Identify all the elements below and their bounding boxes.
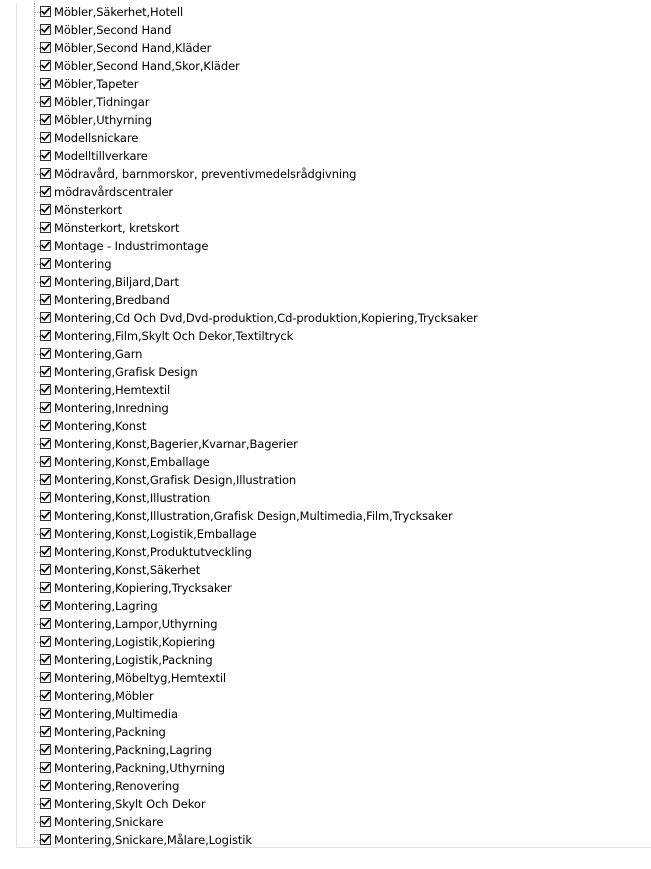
item-label: Montering,Grafisk Design: [54, 365, 198, 379]
item-checkbox[interactable]: [40, 78, 51, 89]
checkmark-icon: [41, 313, 50, 322]
item-label: Montering,Konst,Produktutveckling: [54, 545, 252, 559]
item-checkbox[interactable]: [40, 6, 51, 17]
item-checkbox[interactable]: [40, 204, 51, 215]
item-label: Mönsterkort: [54, 203, 122, 217]
item-checkbox[interactable]: [40, 222, 51, 233]
item-checkbox[interactable]: [40, 384, 51, 395]
item-checkbox[interactable]: [40, 528, 51, 539]
item-label: Montering,Möbler: [54, 689, 154, 703]
item-checkbox[interactable]: [40, 186, 51, 197]
item-checkbox[interactable]: [40, 258, 51, 269]
checkmark-icon: [41, 7, 50, 16]
item-label: Montering,Garn: [54, 347, 143, 361]
checkmark-icon: [41, 25, 50, 34]
checkmark-icon: [41, 727, 50, 736]
item-label: Montering,Multimedia: [54, 707, 178, 721]
item-checkbox[interactable]: [40, 780, 51, 791]
item-label: Modelltillverkare: [54, 149, 148, 163]
item-label: Möbler,Second Hand,Kläder: [54, 41, 212, 55]
item-checkbox[interactable]: [40, 132, 51, 143]
item-label: Montering,Konst,Logistik,Emballage: [54, 527, 257, 541]
item-checkbox[interactable]: [40, 312, 51, 323]
item-label: Montering,Konst,Grafisk Design,Illustration: [54, 473, 297, 487]
item-label: Montering,Konst,Illustration,Grafisk Design,Multimedia,Film,Trycksaker: [54, 509, 453, 523]
item-checkbox[interactable]: [40, 564, 51, 575]
item-checkbox[interactable]: [40, 510, 51, 521]
item-label: Mönsterkort, kretskort: [54, 221, 180, 235]
item-checkbox[interactable]: [40, 150, 51, 161]
checkmark-icon: [41, 457, 50, 466]
item-checkbox[interactable]: [40, 24, 51, 35]
item-label: Modellsnickare: [54, 131, 139, 145]
checkmark-icon: [41, 637, 50, 646]
item-label: Montering,Konst,Emballage: [54, 455, 210, 469]
checkmark-icon: [41, 241, 50, 250]
item-label: Montering,Snickare,Målare,Logistik: [54, 833, 252, 847]
item-checkbox[interactable]: [40, 168, 51, 179]
item-label: Montering,Konst: [54, 419, 147, 433]
item-checkbox[interactable]: [40, 114, 51, 125]
checkmark-icon: [41, 493, 50, 502]
checkmark-icon: [41, 781, 50, 790]
item-label: Montering,Logistik,Packning: [54, 653, 213, 667]
item-label: Montage - Industrimontage: [54, 239, 209, 253]
checkmark-icon: [41, 61, 50, 70]
checkmark-icon: [41, 529, 50, 538]
checkmark-icon: [41, 295, 50, 304]
checkmark-icon: [41, 421, 50, 430]
item-checkbox[interactable]: [40, 654, 51, 665]
item-label: Montering,Konst,Illustration: [54, 491, 211, 505]
item-checkbox[interactable]: [40, 456, 51, 467]
item-checkbox[interactable]: [40, 618, 51, 629]
item-label: Möbler,Tidningar: [54, 95, 150, 109]
item-label: Montering,Snickare: [54, 815, 164, 829]
checkmark-icon: [41, 709, 50, 718]
item-checkbox[interactable]: [40, 636, 51, 647]
item-checkbox[interactable]: [40, 744, 51, 755]
item-label: Montering,Packning,Uthyrning: [54, 761, 225, 775]
item-label: Montering,Kopiering,Trycksaker: [54, 581, 232, 595]
item-label: Montering,Inredning: [54, 401, 169, 415]
checkmark-icon: [41, 187, 50, 196]
checkmark-icon: [41, 349, 50, 358]
item-label: Möbler,Säkerhet,Hotell: [54, 5, 184, 19]
item-checkbox[interactable]: [40, 276, 51, 287]
item-checkbox[interactable]: [40, 96, 51, 107]
checkmark-icon: [41, 385, 50, 394]
item-checkbox[interactable]: [40, 600, 51, 611]
checkmark-icon: [41, 133, 50, 142]
checkmark-icon: [41, 97, 50, 106]
item-label: Mödravård, barnmorskor, preventivmedelsrådgivning: [54, 167, 357, 181]
item-checkbox[interactable]: [40, 294, 51, 305]
item-checkbox[interactable]: [40, 240, 51, 251]
checkmark-icon: [41, 439, 50, 448]
checkmark-icon: [41, 277, 50, 286]
item-checkbox[interactable]: [40, 474, 51, 485]
item-checkbox[interactable]: [40, 492, 51, 503]
checkmark-icon: [41, 583, 50, 592]
checkmark-icon: [41, 619, 50, 628]
item-checkbox[interactable]: [40, 582, 51, 593]
item-label: Möbler,Second Hand: [54, 23, 172, 37]
item-checkbox[interactable]: [40, 762, 51, 773]
item-label: Möbler,Uthyrning: [54, 113, 152, 127]
item-checkbox[interactable]: [40, 402, 51, 413]
item-label: Montering,Cd Och Dvd,Dvd-produktion,Cd-produktion,Kopiering,Trycksaker: [54, 311, 478, 325]
item-label: Montering,Film,Skylt Och Dekor,Textiltryck: [54, 329, 294, 343]
checkmark-icon: [41, 205, 50, 214]
item-label: Montering,Konst,Bagerier,Kvarnar,Bagerier: [54, 437, 298, 451]
item-checkbox[interactable]: [40, 546, 51, 557]
checkmark-icon: [41, 115, 50, 124]
item-checkbox[interactable]: [40, 330, 51, 341]
item-label: Möbler,Tapeter: [54, 77, 139, 91]
item-label: Montering,Renovering: [54, 779, 180, 793]
item-checkbox[interactable]: [40, 708, 51, 719]
item-label: Montering: [54, 257, 112, 271]
item-checkbox[interactable]: [40, 690, 51, 701]
checkmark-icon: [41, 79, 50, 88]
item-label: Montering,Konst,Säkerhet: [54, 563, 201, 577]
checkmark-icon: [41, 151, 50, 160]
checkmark-icon: [41, 331, 50, 340]
checkmark-icon: [41, 601, 50, 610]
item-label: Montering,Möbeltyg,Hemtextil: [54, 671, 227, 685]
checkmark-icon: [41, 259, 50, 268]
item-label: Montering,Hemtextil: [54, 383, 171, 397]
item-label: Montering,Packning: [54, 725, 166, 739]
checkmark-icon: [41, 43, 50, 52]
item-label: Montering,Lampor,Uthyrning: [54, 617, 218, 631]
item-checkbox[interactable]: [40, 60, 51, 71]
checkmark-icon: [41, 799, 50, 808]
checkmark-icon: [41, 745, 50, 754]
item-label: Montering,Bredband: [54, 293, 170, 307]
checkmark-icon: [41, 817, 50, 826]
checkmark-icon: [41, 223, 50, 232]
item-checkbox[interactable]: [40, 672, 51, 683]
item-checkbox[interactable]: [40, 816, 51, 827]
checkmark-icon: [41, 547, 50, 556]
item-checkbox[interactable]: [40, 726, 51, 737]
item-checkbox[interactable]: [40, 834, 51, 845]
item-label: Montering,Packning,Lagring: [54, 743, 212, 757]
item-label: Montering,Logistik,Kopiering: [54, 635, 216, 649]
item-label: Montering,Lagring: [54, 599, 158, 613]
item-checkbox[interactable]: [40, 798, 51, 809]
checkmark-icon: [41, 835, 50, 844]
checkmark-icon: [41, 673, 50, 682]
item-checkbox[interactable]: [40, 438, 51, 449]
checkmark-icon: [41, 655, 50, 664]
item-checkbox[interactable]: [40, 42, 51, 53]
checkmark-icon: [41, 691, 50, 700]
tree-guide-line: [34, 3, 35, 843]
item-checkbox[interactable]: [40, 348, 51, 359]
item-checkbox[interactable]: [40, 420, 51, 431]
category-tree-panel: [16, 3, 651, 848]
item-label: Montering,Biljard,Dart: [54, 275, 179, 289]
item-label: mödravårdscentraler: [54, 185, 174, 199]
item-label: Montering,Skylt Och Dekor: [54, 797, 206, 811]
checkmark-icon: [41, 403, 50, 412]
checkmark-icon: [41, 367, 50, 376]
checkmark-icon: [41, 763, 50, 772]
checkmark-icon: [41, 565, 50, 574]
checkmark-icon: [41, 511, 50, 520]
item-label: Möbler,Second Hand,Skor,Kläder: [54, 59, 240, 73]
checkmark-icon: [41, 169, 50, 178]
item-checkbox[interactable]: [40, 366, 51, 377]
checkmark-icon: [41, 475, 50, 484]
